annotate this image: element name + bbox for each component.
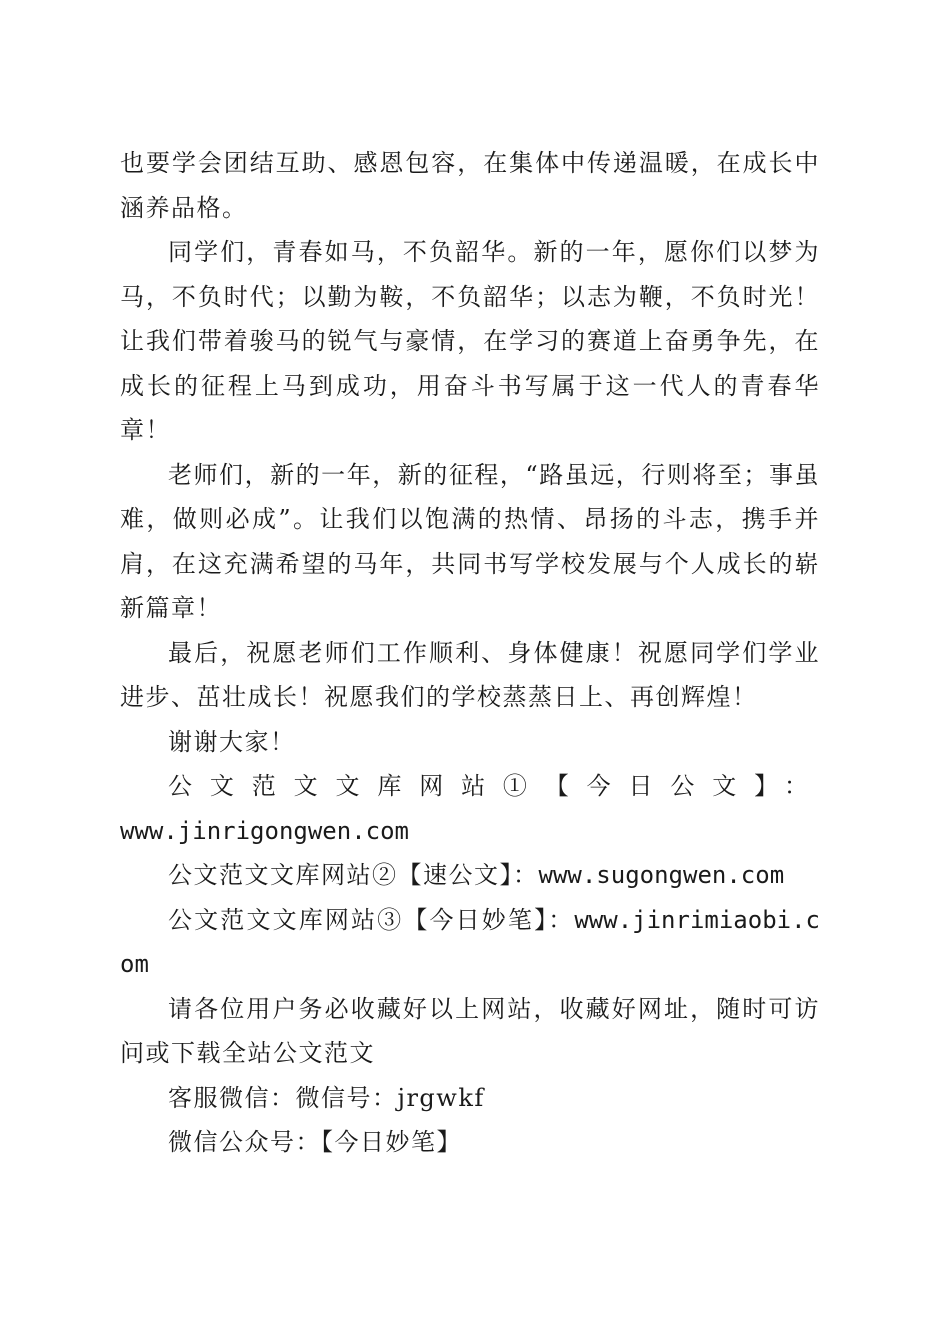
paragraph-teachers: 老师们，新的一年，新的征程，“路虽远，行则将至；事虽难，做则必成”。让我们以饱满的热情、昂扬的斗志，携手并肩，在这充满希望的马年，共同书写学校发展与个人成长的崭新篇章！	[120, 460, 820, 622]
site1-label: 公文范文文库网站①【今日公文】：	[168, 772, 820, 800]
paragraph-wishes: 最后，祝愿老师们工作顺利、身体健康！祝愿同学们学业进步、茁壮成长！祝愿我们的学校蒸蒸日上、再创辉煌！	[120, 638, 820, 711]
paragraph-students: 同学们，青春如马，不负韶华。新的一年，愿你们以梦为马，不负时代；以勤为鞍，不负韶华；以志为鞭，不负时光！让我们带着骏马的锐气与豪情，在学习的赛道上奋勇争先，在成长的征程上马到成功，用奋斗书写属于这一代人的青春华章！	[120, 238, 820, 444]
document-body	[120, 141, 820, 1165]
bookmark-notice: 请各位用户务必收藏好以上网站，收藏好网址，随时可访问或下载全站公文范文	[120, 994, 820, 1067]
wechat-official: 微信公众号：【今日妙笔】	[168, 1128, 462, 1156]
paragraph-continuation: 也要学会团结互助、感恩包容，在集体中传递温暖，在成长中涵养品格。	[120, 149, 820, 222]
wechat-service: 客服微信：微信号：jrgwkf	[168, 1083, 485, 1112]
site2-line	[120, 853, 820, 898]
paragraph-thanks: 谢谢大家！	[168, 727, 296, 756]
site1-url: www.jinrigongwen.com	[120, 816, 409, 845]
site3-url: www.jinrimiaobi.com	[120, 905, 820, 978]
site2-label: 公文范文文库网站②【速公文】：	[168, 861, 539, 889]
site3-line	[120, 898, 820, 987]
site3-label: 公文范文文库网站③【今日妙笔】：	[168, 905, 575, 934]
site2-url: www.sugongwen.com	[538, 861, 785, 889]
